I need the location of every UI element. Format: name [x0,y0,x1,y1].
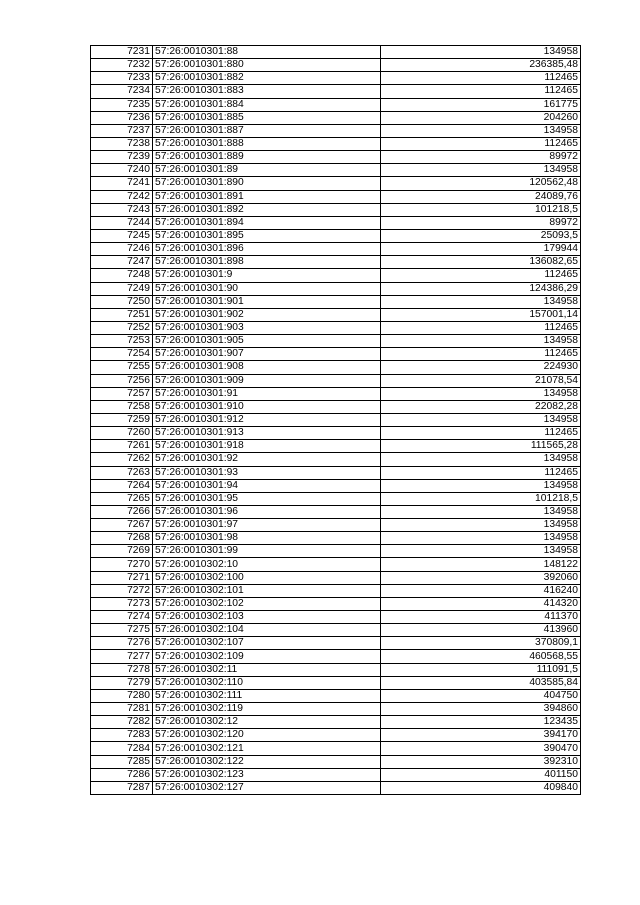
row-number-cell: 7259 [91,413,153,426]
row-number-cell: 7241 [91,177,153,190]
value-cell: 179944 [381,243,581,256]
cadastral-number-cell: 57:26:0010302:120 [153,729,381,742]
row-number-cell: 7253 [91,335,153,348]
table-row [91,111,581,124]
row-number-cell: 7282 [91,716,153,729]
value-cell: 134958 [381,295,581,308]
table-row [91,321,581,334]
cadastral-number-cell: 57:26:0010302:102 [153,597,381,610]
value-cell: 390470 [381,742,581,755]
cadastral-number-cell: 57:26:0010302:104 [153,624,381,637]
cadastral-number-cell: 57:26:0010302:107 [153,637,381,650]
row-number-cell: 7231 [91,46,153,59]
table-row [91,571,581,584]
row-number-cell: 7262 [91,453,153,466]
value-cell: 22082,28 [381,400,581,413]
value-cell: 134958 [381,46,581,59]
row-number-cell: 7276 [91,637,153,650]
table-row [91,269,581,282]
table-row [91,46,581,59]
cadastral-number-cell: 57:26:0010301:97 [153,519,381,532]
table-row [91,177,581,190]
value-cell: 112465 [381,269,581,282]
cadastral-number-cell: 57:26:0010301:903 [153,321,381,334]
value-cell: 101218,5 [381,203,581,216]
table-row [91,466,581,479]
cadastral-number-cell: 57:26:0010302:127 [153,781,381,794]
value-cell: 134958 [381,453,581,466]
value-cell: 112465 [381,466,581,479]
row-number-cell: 7281 [91,703,153,716]
cadastral-number-cell: 57:26:0010302:111 [153,689,381,702]
value-cell: 89972 [381,151,581,164]
value-cell: 112465 [381,427,581,440]
cadastral-number-cell: 57:26:0010301:96 [153,505,381,518]
row-number-cell: 7272 [91,584,153,597]
cadastral-number-cell: 57:26:0010302:119 [153,703,381,716]
cadastral-number-cell: 57:26:0010301:90 [153,282,381,295]
value-cell: 123435 [381,716,581,729]
table-row [91,650,581,663]
table-row [91,361,581,374]
table-row [91,584,581,597]
row-number-cell: 7287 [91,781,153,794]
table-row [91,781,581,794]
row-number-cell: 7251 [91,308,153,321]
row-number-cell: 7232 [91,59,153,72]
table-row [91,124,581,137]
table-row [91,703,581,716]
value-cell: 401150 [381,768,581,781]
value-cell: 134958 [381,387,581,400]
table-row [91,72,581,85]
row-number-cell: 7285 [91,755,153,768]
row-number-cell: 7277 [91,650,153,663]
table-row [91,216,581,229]
table-body [91,46,581,795]
table-row [91,137,581,150]
row-number-cell: 7255 [91,361,153,374]
table-row [91,611,581,624]
row-number-cell: 7257 [91,387,153,400]
table-row [91,532,581,545]
cadastral-number-cell: 57:26:0010302:110 [153,676,381,689]
table-row [91,400,581,413]
value-cell: 134958 [381,124,581,137]
table-row [91,243,581,256]
cadastral-number-cell: 57:26:0010301:94 [153,479,381,492]
cadastral-number-cell: 57:26:0010301:880 [153,59,381,72]
cadastral-number-cell: 57:26:0010302:10 [153,558,381,571]
table-row [91,387,581,400]
table-row [91,282,581,295]
row-number-cell: 7274 [91,611,153,624]
table-row [91,624,581,637]
table-row [91,190,581,203]
value-cell: 392060 [381,571,581,584]
row-number-cell: 7284 [91,742,153,755]
value-cell: 21078,54 [381,374,581,387]
value-cell: 394860 [381,703,581,716]
row-number-cell: 7267 [91,519,153,532]
row-number-cell: 7260 [91,427,153,440]
row-number-cell: 7278 [91,663,153,676]
table-row [91,413,581,426]
value-cell: 89972 [381,216,581,229]
value-cell: 411370 [381,611,581,624]
table-row [91,335,581,348]
cadastral-number-cell: 57:26:0010302:12 [153,716,381,729]
table-row [91,519,581,532]
row-number-cell: 7264 [91,479,153,492]
value-cell: 124386,29 [381,282,581,295]
cadastral-number-cell: 57:26:0010301:885 [153,111,381,124]
table-row [91,348,581,361]
row-number-cell: 7239 [91,151,153,164]
table-row [91,755,581,768]
cadastral-number-cell: 57:26:0010301:882 [153,72,381,85]
value-cell: 161775 [381,98,581,111]
cadastral-number-cell: 57:26:0010301:898 [153,256,381,269]
table-row [91,374,581,387]
cadastral-number-cell: 57:26:0010302:103 [153,611,381,624]
table-row [91,98,581,111]
cadastral-number-cell: 57:26:0010301:909 [153,374,381,387]
cadastral-number-cell: 57:26:0010302:101 [153,584,381,597]
table-row [91,203,581,216]
table-row [91,545,581,558]
value-cell: 112465 [381,85,581,98]
cadastral-number-cell: 57:26:0010301:98 [153,532,381,545]
cadastral-number-cell: 57:26:0010301:918 [153,440,381,453]
cadastral-number-cell: 57:26:0010301:9 [153,269,381,282]
value-cell: 204260 [381,111,581,124]
table-row [91,295,581,308]
value-cell: 148122 [381,558,581,571]
row-number-cell: 7258 [91,400,153,413]
row-number-cell: 7252 [91,321,153,334]
cadastral-number-cell: 57:26:0010301:888 [153,137,381,150]
table-row [91,558,581,571]
table-row [91,308,581,321]
cadastral-number-cell: 57:26:0010301:908 [153,361,381,374]
row-number-cell: 7270 [91,558,153,571]
table-row [91,689,581,702]
row-number-cell: 7235 [91,98,153,111]
row-number-cell: 7283 [91,729,153,742]
cadastral-number-cell: 57:26:0010301:92 [153,453,381,466]
row-number-cell: 7268 [91,532,153,545]
value-cell: 392310 [381,755,581,768]
row-number-cell: 7263 [91,466,153,479]
cadastral-number-cell: 57:26:0010302:122 [153,755,381,768]
row-number-cell: 7265 [91,492,153,505]
row-number-cell: 7243 [91,203,153,216]
value-cell: 134958 [381,519,581,532]
value-cell: 134958 [381,479,581,492]
row-number-cell: 7237 [91,124,153,137]
cadastral-number-cell: 57:26:0010301:912 [153,413,381,426]
cadastral-number-cell: 57:26:0010302:100 [153,571,381,584]
value-cell: 111091,5 [381,663,581,676]
table-row [91,597,581,610]
value-cell: 111565,28 [381,440,581,453]
cadastral-number-cell: 57:26:0010301:88 [153,46,381,59]
table-row [91,427,581,440]
cadastral-number-cell: 57:26:0010302:123 [153,768,381,781]
row-number-cell: 7242 [91,190,153,203]
cadastral-number-cell: 57:26:0010301:902 [153,308,381,321]
cadastral-number-cell: 57:26:0010301:891 [153,190,381,203]
cadastral-number-cell: 57:26:0010301:99 [153,545,381,558]
cadastral-number-cell: 57:26:0010301:93 [153,466,381,479]
row-number-cell: 7236 [91,111,153,124]
cadastral-number-cell: 57:26:0010301:887 [153,124,381,137]
table-row [91,151,581,164]
row-number-cell: 7271 [91,571,153,584]
table-row [91,663,581,676]
cadastral-number-cell: 57:26:0010302:109 [153,650,381,663]
value-cell: 134958 [381,335,581,348]
table-row [91,637,581,650]
value-cell: 136082,65 [381,256,581,269]
value-cell: 236385,48 [381,59,581,72]
cadastral-number-cell: 57:26:0010301:896 [153,243,381,256]
table-row [91,453,581,466]
value-cell: 157001,14 [381,308,581,321]
value-cell: 134958 [381,545,581,558]
table-row [91,716,581,729]
row-number-cell: 7256 [91,374,153,387]
cadastral-number-cell: 57:26:0010301:889 [153,151,381,164]
row-number-cell: 7249 [91,282,153,295]
cadastral-number-cell: 57:26:0010301:907 [153,348,381,361]
cadastral-number-cell: 57:26:0010301:894 [153,216,381,229]
value-cell: 134958 [381,413,581,426]
table-row [91,742,581,755]
cadastral-number-cell: 57:26:0010302:11 [153,663,381,676]
row-number-cell: 7245 [91,229,153,242]
cadastral-number-cell: 57:26:0010301:890 [153,177,381,190]
value-cell: 416240 [381,584,581,597]
value-cell: 409840 [381,781,581,794]
cadastral-number-cell: 57:26:0010301:883 [153,85,381,98]
table-row [91,505,581,518]
value-cell: 120562,48 [381,177,581,190]
table-row [91,492,581,505]
cadastral-number-cell: 57:26:0010301:901 [153,295,381,308]
value-cell: 112465 [381,137,581,150]
cadastral-number-cell: 57:26:0010301:95 [153,492,381,505]
value-cell: 134958 [381,505,581,518]
table-row [91,479,581,492]
value-cell: 24089,76 [381,190,581,203]
value-cell: 134958 [381,164,581,177]
table-row [91,85,581,98]
row-number-cell: 7279 [91,676,153,689]
row-number-cell: 7247 [91,256,153,269]
cadastral-number-cell: 57:26:0010301:884 [153,98,381,111]
row-number-cell: 7246 [91,243,153,256]
cadastral-number-cell: 57:26:0010301:91 [153,387,381,400]
row-number-cell: 7234 [91,85,153,98]
table-row [91,676,581,689]
value-cell: 414320 [381,597,581,610]
value-cell: 224930 [381,361,581,374]
row-number-cell: 7273 [91,597,153,610]
value-cell: 403585,84 [381,676,581,689]
table-row [91,256,581,269]
table-row [91,729,581,742]
cadastral-number-cell: 57:26:0010301:89 [153,164,381,177]
value-cell: 394170 [381,729,581,742]
row-number-cell: 7280 [91,689,153,702]
row-number-cell: 7266 [91,505,153,518]
row-number-cell: 7269 [91,545,153,558]
row-number-cell: 7240 [91,164,153,177]
value-cell: 413960 [381,624,581,637]
table-row [91,440,581,453]
value-cell: 112465 [381,321,581,334]
value-cell: 25093,5 [381,229,581,242]
row-number-cell: 7261 [91,440,153,453]
value-cell: 112465 [381,72,581,85]
table-row [91,768,581,781]
row-number-cell: 7248 [91,269,153,282]
row-number-cell: 7286 [91,768,153,781]
row-number-cell: 7238 [91,137,153,150]
cadastral-number-cell: 57:26:0010301:910 [153,400,381,413]
value-cell: 460568,55 [381,650,581,663]
cadastral-number-cell: 57:26:0010301:913 [153,427,381,440]
value-cell: 101218,5 [381,492,581,505]
table-row [91,59,581,72]
value-cell: 404750 [381,689,581,702]
cadastral-value-table [90,45,581,795]
table-row [91,164,581,177]
cadastral-number-cell: 57:26:0010301:905 [153,335,381,348]
value-cell: 112465 [381,348,581,361]
value-cell: 370809,1 [381,637,581,650]
cadastral-number-cell: 57:26:0010301:892 [153,203,381,216]
table-row [91,229,581,242]
cadastral-number-cell: 57:26:0010301:895 [153,229,381,242]
row-number-cell: 7254 [91,348,153,361]
row-number-cell: 7275 [91,624,153,637]
value-cell: 134958 [381,532,581,545]
row-number-cell: 7244 [91,216,153,229]
row-number-cell: 7250 [91,295,153,308]
row-number-cell: 7233 [91,72,153,85]
cadastral-number-cell: 57:26:0010302:121 [153,742,381,755]
